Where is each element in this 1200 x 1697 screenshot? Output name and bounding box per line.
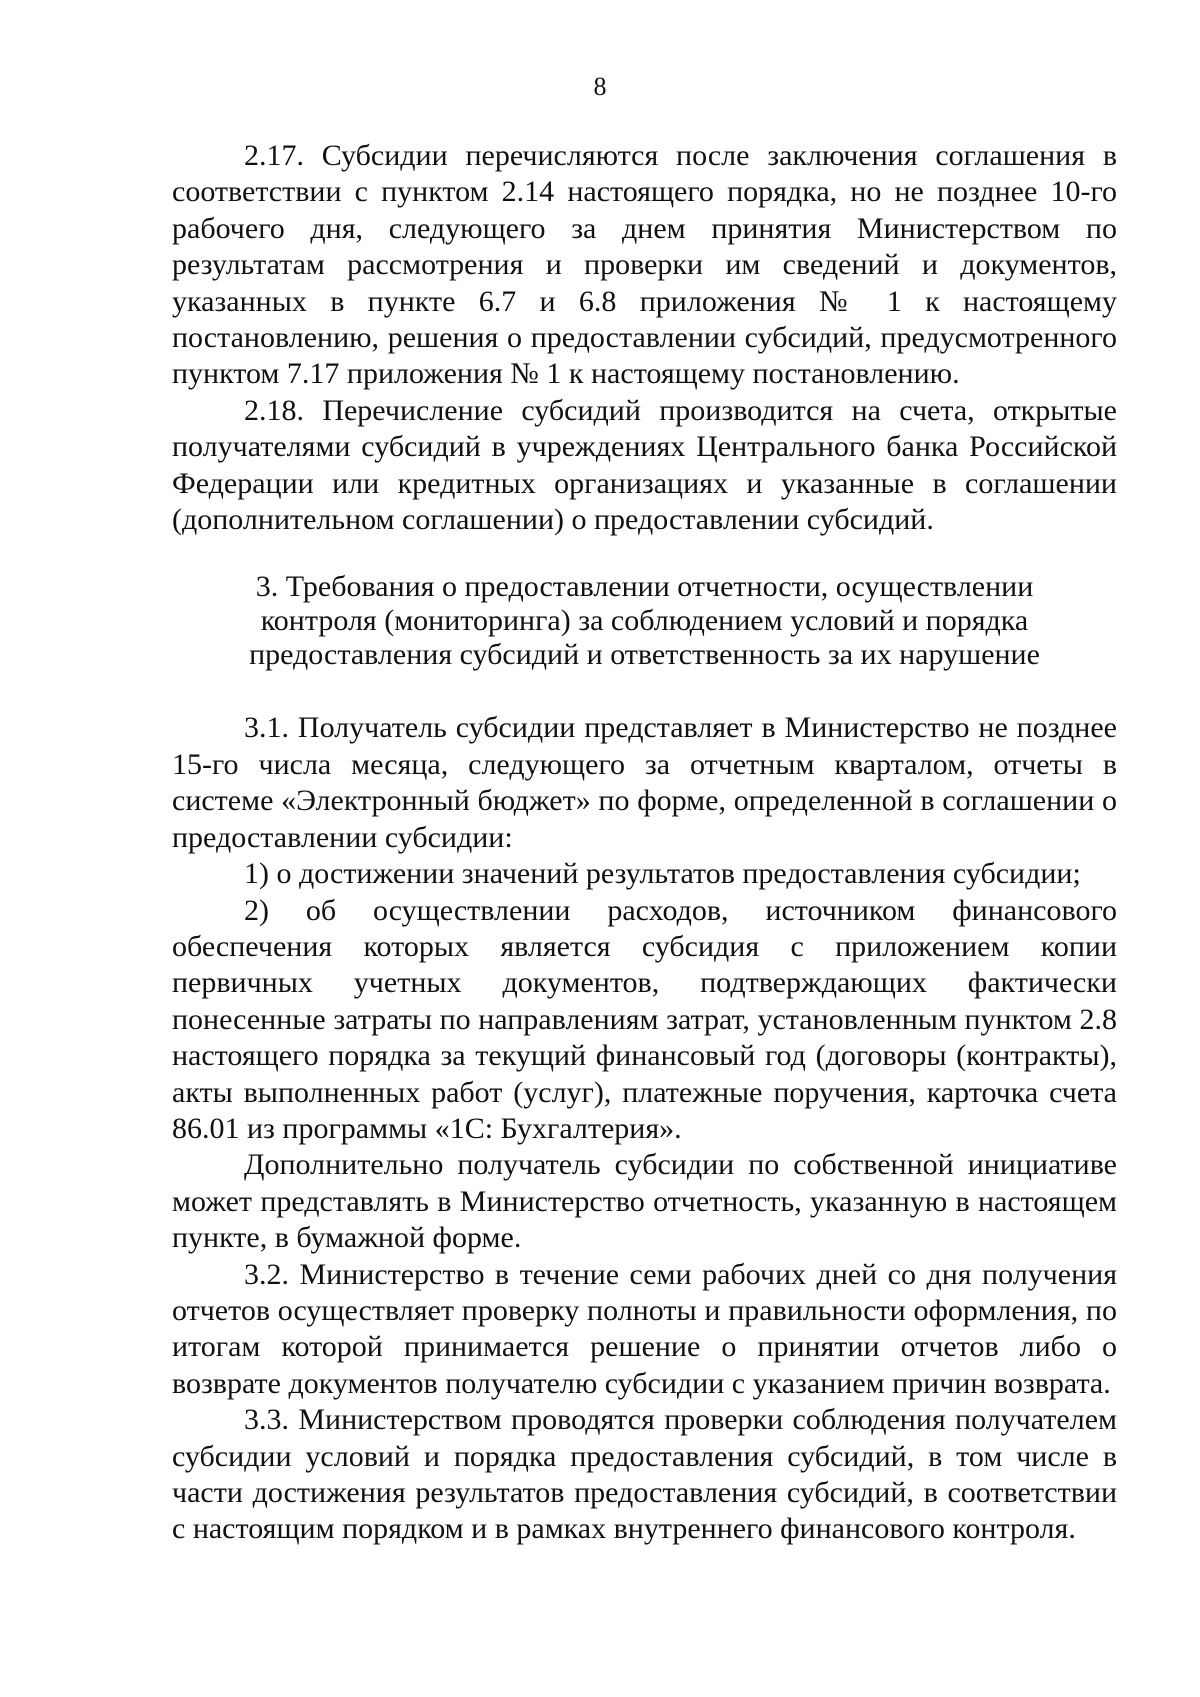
- section-3-heading: 3. Требования о предоставлении отчетности, осуществлении контроля (мониторинга) за соблюдением условий и порядка предоставления субсидий и ответственность за их нарушение: [249, 570, 1040, 672]
- paragraph-additional: Дополнительно получатель субсидии по собственной инициативе может представлять в Министерство отчетность, указанную в настоящем пункте, в бумажной форме.: [172, 1148, 1117, 1255]
- list-item-1: 1) о достижении значений результатов предоставления субсидии;: [244, 857, 1081, 891]
- page-number: 8: [593, 72, 607, 101]
- paragraph-3-1: 3.1. Получатель субсидии представляет в Министерство не позднее 15-го числа месяца, следующего за отчетным кварталом, отчеты в системе «Электронный бюджет» по форме, определенной в соглашении о предоставлении субсидии:: [172, 711, 1117, 854]
- list-item-2: 2) об осуществлении расходов, источником финансового обеспечения которых является субсидия с приложением копии первичных учетных документов, подтверждающих фактически понесенные затраты по направлениям затрат, установленным пунктом 2.8 настоящего порядка за текущий финансовый год (договоры (контракты), акты выполненных работ (услуг), платежные поручения, карточка счета 86.01 из программы «1С: Бухгалтерия».: [172, 893, 1117, 1145]
- document-body: [172, 138, 1117, 1548]
- paragraph-2-18: 2.18. Перечисление субсидий производится на счета, открытые получателями субсидий в учреждениях Центрального банка Российской Федерации или кредитных организациях и указанные в соглашении (дополнительном соглашении) о предоставлении субсидий.: [172, 393, 1117, 537]
- paragraph-2-17: 2.17. Субсидии перечисляются после заключения соглашения в соответствии с пунктом 2.14 настоящего порядка, но не позднее 10-го рабочего дня, следующего за днем принятия Министерством по результатам рассмотрения и проверки им сведений и документов, указанных в пункте 6.7 и 6.8 приложения № 1 к настоящему постановлению, решения о предоставлении субсидий, предусмотренного пунктом 7.17 приложения № 1 к настоящему постановлению.: [172, 139, 1117, 391]
- paragraph-3-2: 3.2. Министерство в течение семи рабочих дней со дня получения отчетов осуществляет проверку полноты и правильности оформления, по итогам которой принимается решение о принятии отчетов либо о возврате документов получателю субсидии с указанием причин возврата.: [172, 1257, 1117, 1400]
- paragraph-3-3: 3.3. Министерством проводятся проверки соблюдения получателем субсидии условий и порядка предоставления субсидий, в том числе в части достижения результатов предоставления субсидий, в соответствии с настоящим порядком и в рамках внутреннего финансового контроля.: [172, 1403, 1117, 1546]
